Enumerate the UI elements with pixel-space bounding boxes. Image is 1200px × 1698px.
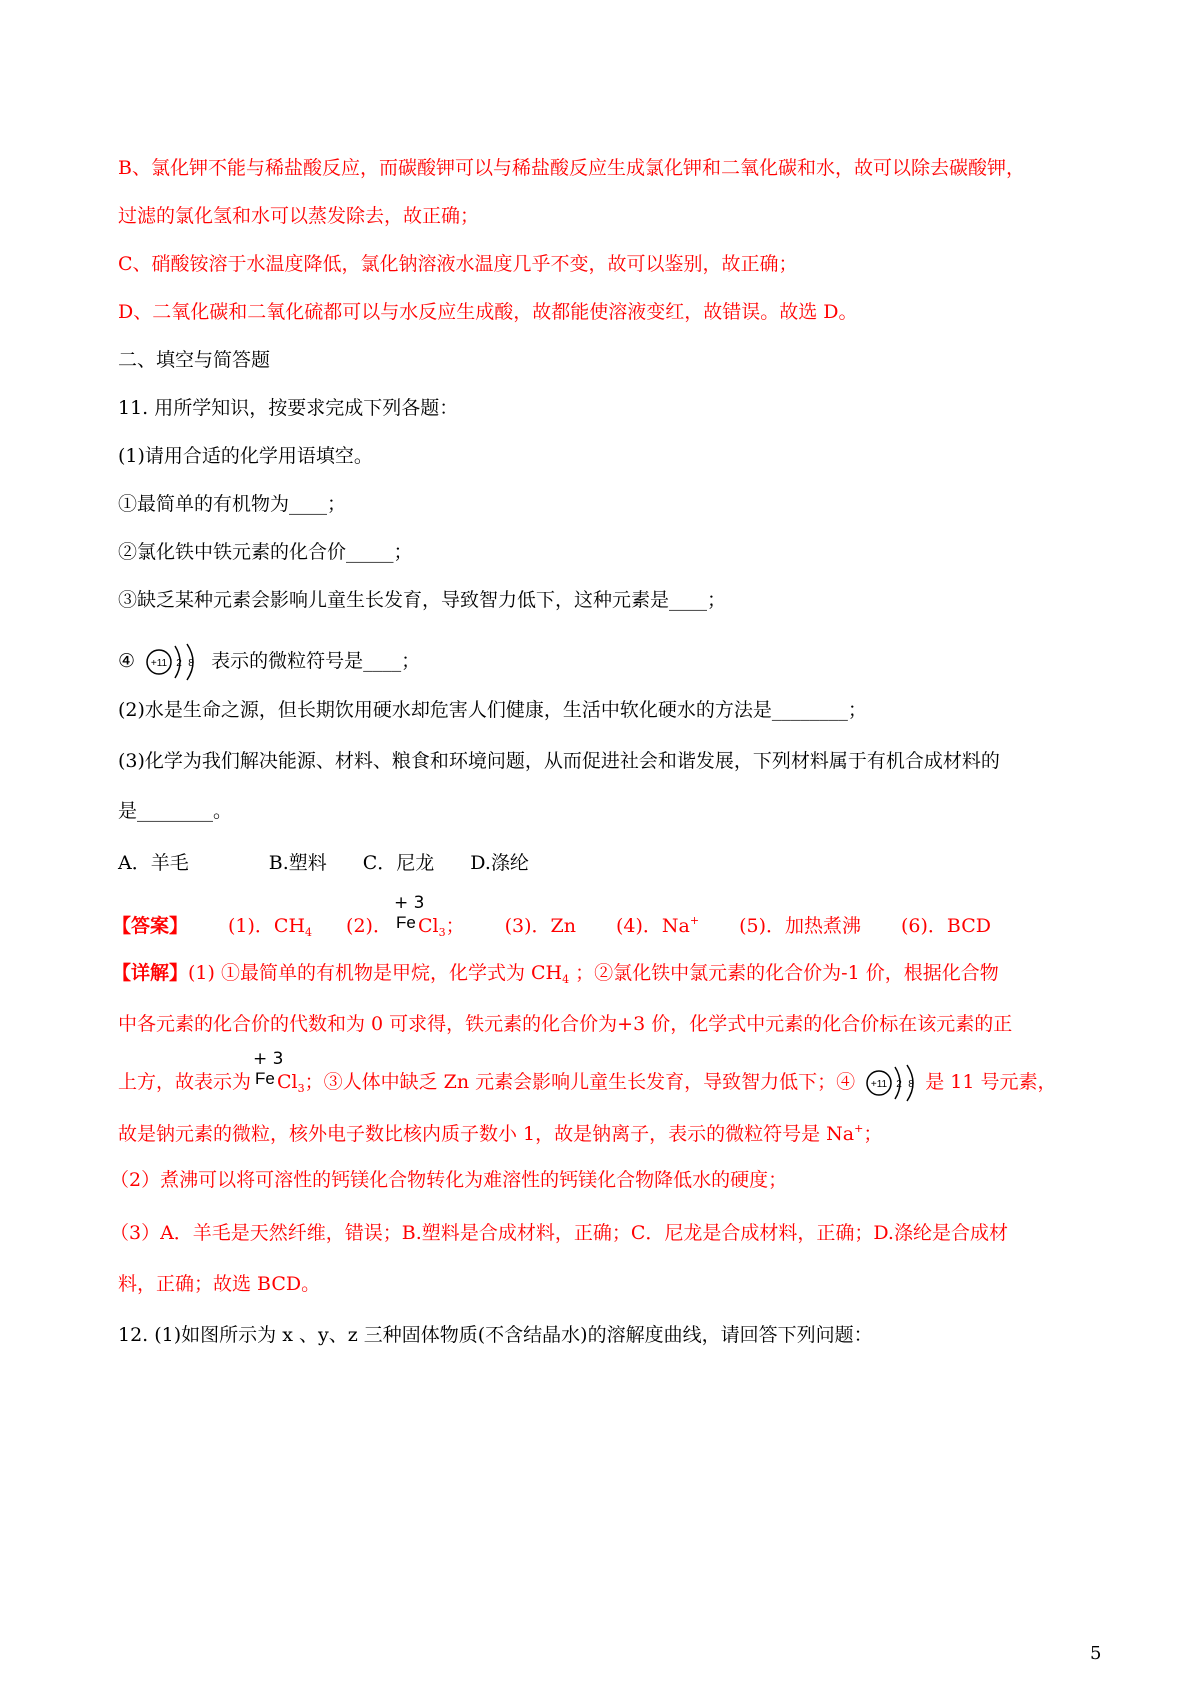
question-12-title: 12. (1)如图所示为 x 、y、z 三种固体物质(不含结晶水)的溶解度曲线，请回答下列问题： <box>118 1324 873 1346</box>
answer-5: (5)．加热煮沸 <box>739 915 861 937</box>
detail-line-1: 【详解】(1) ①最简单的有机物是甲烷，化学式为 $CH_4$ ；②氯化铁中氯元素的化合价为-1 价，根据化合物 <box>112 962 999 986</box>
question-11-part-2: (2)水是生命之源，但长期饮用硬水却危害人们健康，生活中软化硬水的方法是________； <box>118 699 867 721</box>
option-b: B.塑料 <box>268 852 327 874</box>
explanation-d: D、二氧化碳和二氧化硫都可以与水反应生成酸，故都能使溶液变红，故错误。故选 D。 <box>118 301 858 323</box>
item-d-text: 表示的微粒符号是____； <box>211 650 421 672</box>
shell-2-electrons: 8 <box>188 658 194 669</box>
detail-line-2: 中各元素的化合价的代数和为 0 可求得，铁元素的化合价为+3 价，化学式中元素的化合价标在该元素的正 <box>118 1013 1013 1035</box>
question-11-part-3-line-2: 是________。 <box>118 800 233 822</box>
question-11-part-1: (1)请用合适的化学用语填空。 <box>118 445 373 467</box>
option-a: A．羊毛 <box>118 852 189 874</box>
answer-4: (4)．Na+ <box>615 914 700 937</box>
shell-1-electrons: 2 <box>176 658 182 669</box>
page-number: 5 <box>1090 1643 1102 1664</box>
question-11-part-3-line-1: (3)化学为我们解决能源、材料、粮食和环境问题，从而促进社会和谐发展，下列材料属于有机合成材料的 <box>118 750 1000 772</box>
question-11-item-b: ②氯化铁中铁元素的化合价_____； <box>118 541 413 563</box>
answer-line <box>112 893 991 946</box>
question-11-item-c: ③缺乏某种元素会影响儿童生长发育，导致智力低下，这种元素是____； <box>118 589 727 611</box>
question-11-item-d <box>118 642 420 682</box>
detail-tag: 【详解】 <box>112 962 189 984</box>
question-11-options <box>118 850 529 876</box>
explanation-c: C、硝酸铵溶于水温度降低，氯化钠溶液水温度几乎不变，故可以鉴别，故正确； <box>118 253 798 275</box>
detail-line-4: 故是钠元素的微粒，核外电子数比核内质子数小 1，故是钠离子，表示的微粒符号是 Na+； <box>118 1122 883 1145</box>
svg-text:8: 8 <box>908 1079 914 1090</box>
detail-line-3: 上方，故表示为 + 3 Fe $Cl_3$；③人体中缺乏 Zn 元素会影响儿童生长发育，导致智力低下；④ +11 2 8 是 11 号元素， <box>118 1062 1056 1103</box>
answer-3: (3)．Zn <box>504 915 576 937</box>
svg-text:2: 2 <box>896 1079 902 1090</box>
explanation-b-line-1: B、氯化钾不能与稀盐酸反应，而碳酸钾可以与稀盐酸反应生成氯化钾和二氧化碳和水，故可以除去碳酸钾， <box>118 157 1025 179</box>
item-d-marker: ④ <box>118 650 136 672</box>
nucleus-charge: +11 <box>150 658 168 669</box>
question-11-item-a: ①最简单的有机物为____； <box>118 493 347 515</box>
answer-tag: 【答案】 <box>112 915 189 937</box>
option-c: C．尼龙 <box>362 852 435 874</box>
svg-text:+11: +11 <box>871 1079 888 1090</box>
atom-structure-diagram <box>143 642 203 682</box>
question-11-title: 11. 用所学知识，按要求完成下列各题： <box>118 397 459 419</box>
detail-line-5: （2）煮沸可以将可溶性的钙镁化合物转化为难溶性的钙镁化合物降低水的硬度； <box>110 1169 788 1191</box>
detail-line-6: （3）A．羊毛是天然纤维，错误；B.塑料是合成材料，正确；C．尼龙是合成材料，正确；D.涤纶是合成材 <box>110 1222 1008 1244</box>
answer-2: (2)． + 3 Fe $Cl_3$； <box>346 893 465 939</box>
answer-1: (1)．$CH_4$ <box>228 915 313 939</box>
answer-6: (6)．BCD <box>900 915 991 937</box>
atom-structure-diagram-detail <box>863 1063 923 1103</box>
section-heading: 二、填空与简答题 <box>118 349 271 371</box>
option-d: D.涤纶 <box>470 852 529 874</box>
explanation-b-line-2: 过滤的氯化氢和水可以蒸发除去，故正确； <box>118 205 480 227</box>
detail-line-7: 料，正确；故选 BCD。 <box>118 1273 321 1295</box>
